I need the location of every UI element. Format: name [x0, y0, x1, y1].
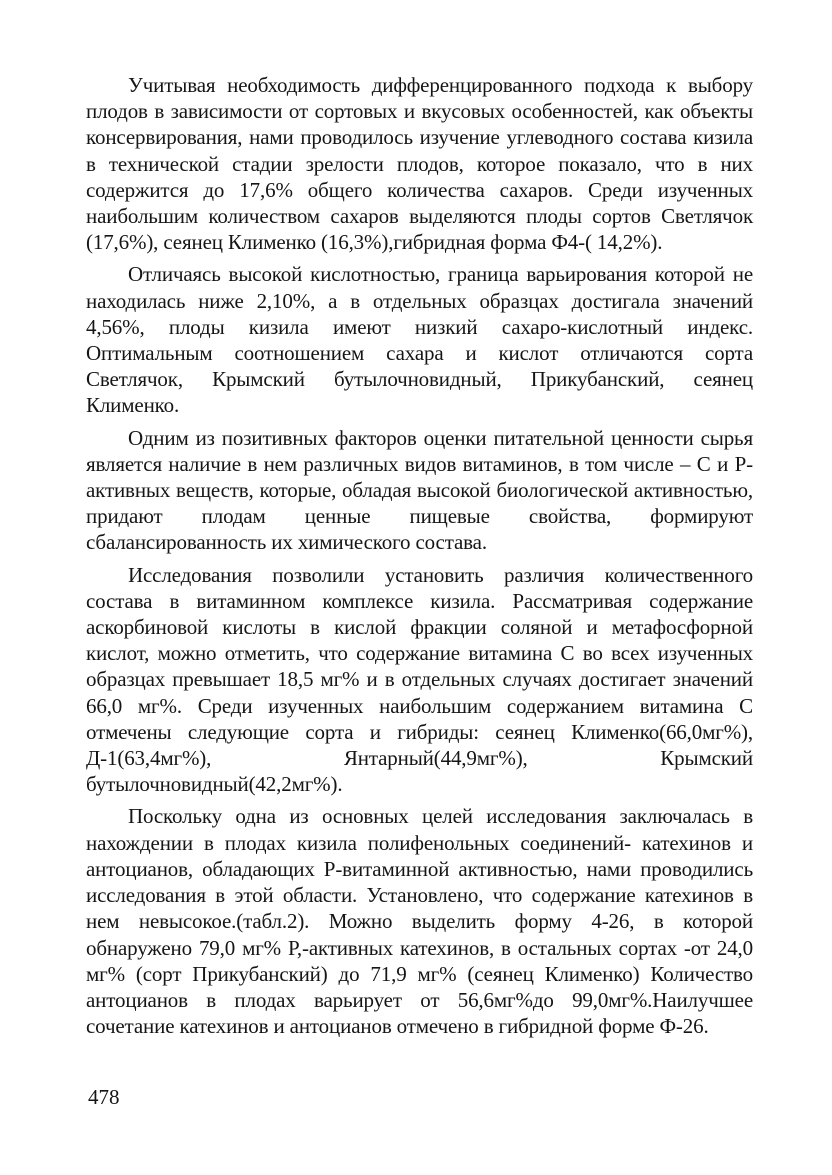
- paragraph-polyphenols: Поскольку одна из основных целей исследования заключалась в нахождении в плодах кизила полифенольных соединений- катехинов и антоцианов, обладающих Р-витаминной активностью, нами проводились исследования в этой области. Установлено, что содержание катехинов в нем невысокое.(табл.2). Можно выделить форму 4-26, в которой обнаружено 79,0 мг% Р,-активных катехинов, в остальных сортах -от 24,0 мг% (сорт Прикубанский) до 71,9 мг% (сеянец Клименко) Количество антоцианов в плодах варьирует от 56,6мг%до 99,0мг%.Наилучшее сочетание катехинов и антоцианов отмечено в гибридной форме Ф-26.: [86, 804, 753, 1039]
- paragraph-sugar-content: Учитывая необходимость дифференцированного подхода к выбору плодов в зависимости от сортовых и вкусовых особенностей, как объекты консервирования, нами проводилось изучение углеводного состава кизила в технической стадии зрелости плодов, которое показало, что в них содержится до 17,6% общего количества сахаров. Среди изученных наибольшим количеством сахаров выделяются плоды сортов Светлячок (17,6%), сеянец Клименко (16,3%),гибридная форма Ф4-( 14,2%).: [86, 73, 753, 255]
- paragraph-ascorbic-acid: Исследования позволили установить различия количественного состава в витаминном комплексе кизила. Рассматривая содержание аскорбиновой кислоты в кислой фракции соляной и метафосфорной кислот, можно отметить, что содержание витамина С во всех изученных образцах превышает 18,5 мг% и в отдельных случаях достигает значений 66,0 мг%. Среди изученных наибольшим содержанием витамина С отмечены следующие сорта и гибриды: сеянец Клименко(66,0мг%), Д-1(63,4мг%), Янтарный(44,9мг%), Крымский бутылочновидный(42,2мг%).: [86, 562, 753, 797]
- body-text: [86, 72, 753, 1045]
- paragraph-acidity: Отличаясь высокой кислотностью, граница варьирования которой не находилась ниже 2,10%, а в отдельных образцах достигала значений 4,56%, плоды кизила имеют низкий сахаро-кислотный индекс. Оптимальным соотношением сахара и кислот отличаются сорта Светлячок, Крымский бутылочновидный, Прикубанский, сеянец Клименко.: [86, 262, 753, 418]
- page-number: 478: [88, 1085, 120, 1109]
- paragraph-vitamins: Одним из позитивных факторов оценки питательной ценности сырья является наличие в нем различных видов витаминов, в том числе – С и Р-активных веществ, которые, обладая высокой биологической активностью, придают плодам ценные пищевые свойства, формируют сбалансированность их химического состава.: [86, 425, 753, 555]
